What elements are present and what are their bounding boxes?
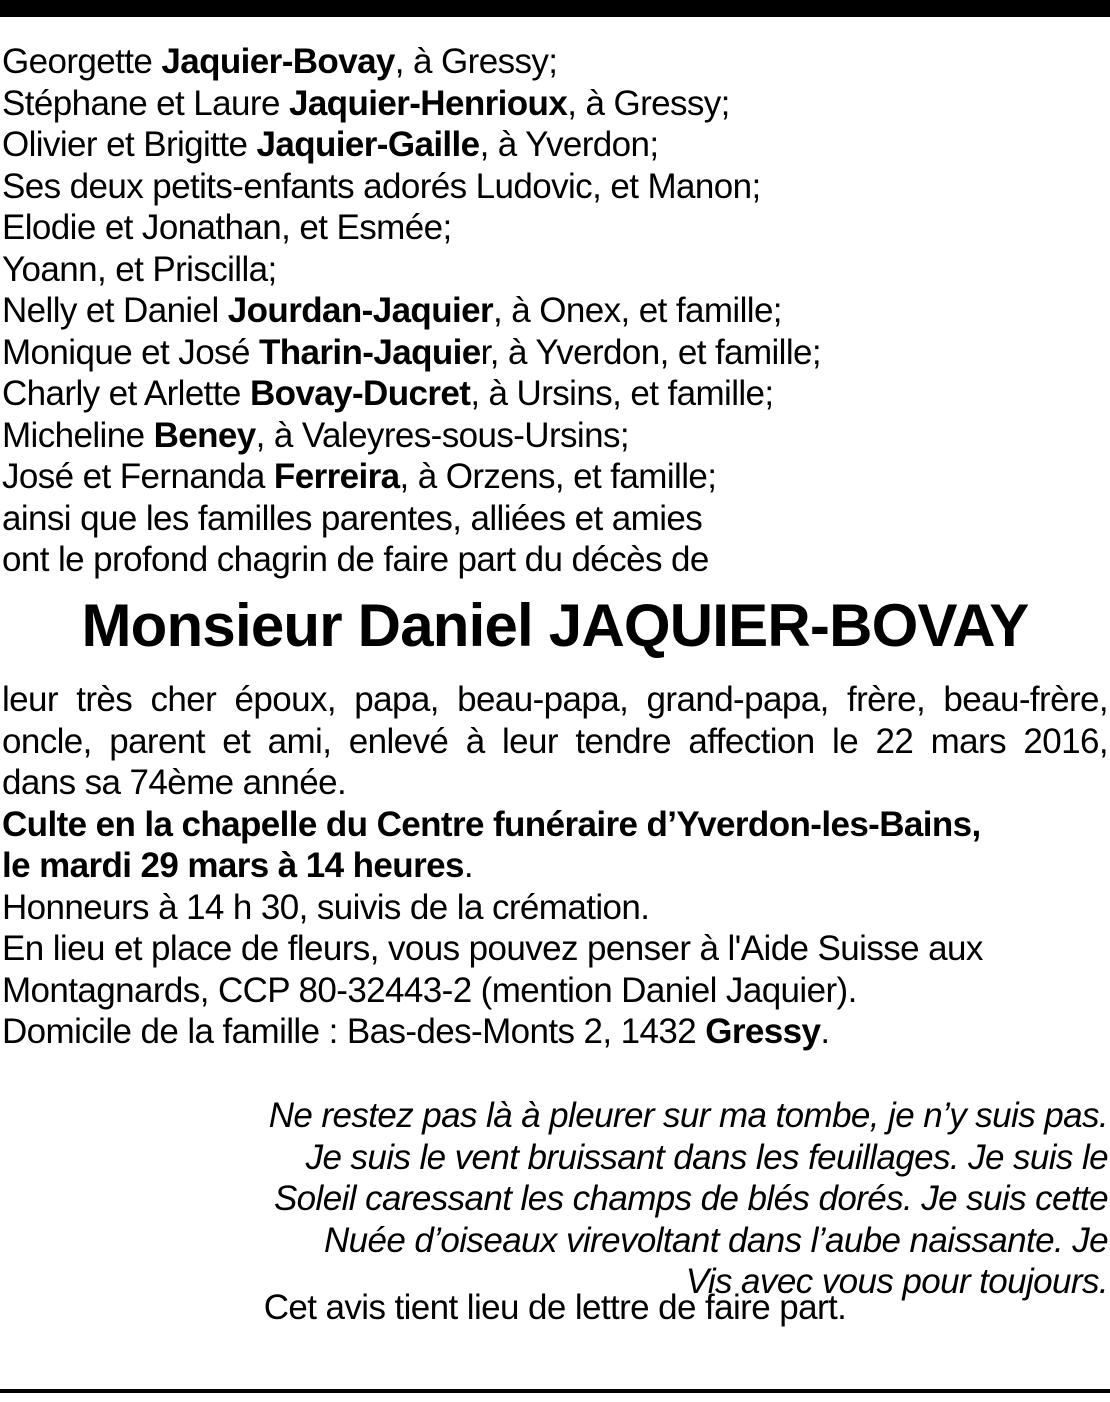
family-name-prefix: Nelly et Daniel xyxy=(2,291,228,330)
ceremony-date-line xyxy=(2,845,1108,887)
age-line: dans sa 74ème année. xyxy=(2,763,347,802)
family-line xyxy=(2,83,1108,125)
poem-line: Je suis le vent bruissant dans les feuillages. Je suis le xyxy=(305,1137,1108,1177)
family-surname: Beney xyxy=(153,415,256,455)
family-line xyxy=(2,249,1108,291)
family-line xyxy=(2,41,1108,83)
closing-note: Cet avis tient lieu de lettre de faire part. xyxy=(263,1288,847,1327)
ceremony-date-period: . xyxy=(463,846,473,885)
family-location: r, à Yverdon, et famille; xyxy=(480,332,822,372)
poem-line: Soleil caressant les champs de blés dorés. Je suis cette xyxy=(273,1179,1108,1218)
family-line xyxy=(2,456,1108,498)
deceased-name: Monsieur Daniel JAQUIER-BOVAY xyxy=(81,592,1029,659)
family-name-prefix: Olivier et Brigitte xyxy=(2,125,257,164)
family-location: , à Orzens, et famille; xyxy=(399,457,717,496)
family-location: , à Yverdon; xyxy=(479,125,659,164)
family-location: , à Valeyres-sous-Ursins; xyxy=(255,415,629,455)
family-name-prefix: Yoann, et Priscilla; xyxy=(2,249,277,289)
family-surname: Jaquier-Bovay xyxy=(161,42,395,81)
poem xyxy=(258,1095,1108,1303)
family-name-prefix: Georgette xyxy=(2,42,162,81)
family-surname: Ferreira xyxy=(273,457,400,496)
family-name-prefix: Charly et Arlette xyxy=(2,374,250,413)
family-name-prefix: Stéphane et Laure xyxy=(2,83,289,123)
family-name-prefix: ont le profond chagrin de faire part du décès de xyxy=(2,540,709,579)
donation-line: En lieu et place de fleurs, vous pouvez penser à l'Aide Suisse aux xyxy=(2,929,983,968)
domicile-address: Domicile de la famille : Bas-des-Monts 2, 1432 xyxy=(2,1012,706,1051)
family-line xyxy=(2,498,1108,540)
family-name-prefix: José et Fernanda xyxy=(2,457,274,496)
family-line xyxy=(2,207,1108,249)
family-location: , à Gressy; xyxy=(394,42,558,81)
family-surname: Tharin-Jaquie xyxy=(258,332,481,372)
top-rule xyxy=(0,0,1110,17)
honours-line: Honneurs à 14 h 30, suivis de la crémation. xyxy=(2,887,650,927)
family-line xyxy=(2,332,1108,374)
poem-line: Nuée d’oiseaux virevoltant dans l’aube naissante. Je xyxy=(323,1220,1108,1260)
relationship-line: oncle, parent et ami, enlevé à leur tendre affection le 22 mars 2016, xyxy=(2,721,1108,761)
family-surname: Jourdan-Jaquier xyxy=(227,291,494,330)
family-name-prefix: Elodie et Jonathan, et Esmée; xyxy=(2,208,452,247)
donation-line: Montagnards, CCP 80-32443-2 (mention Daniel Jaquier). xyxy=(2,970,857,1010)
ceremony-date: le mardi 29 mars à 14 heures xyxy=(2,846,464,885)
family-name-prefix: Monique et José xyxy=(2,332,259,372)
family-surname: Bovay-Ducret xyxy=(249,374,471,413)
family-name-prefix: Micheline xyxy=(2,415,154,455)
family-list xyxy=(2,41,1108,581)
family-name-prefix: Ses deux petits-enfants adorés Ludovic, et Manon; xyxy=(2,166,761,206)
domicile-town: Gressy xyxy=(705,1012,821,1051)
domicile-period: . xyxy=(820,1012,830,1051)
family-line xyxy=(2,539,1108,581)
family-line xyxy=(2,166,1108,208)
bottom-rule xyxy=(0,1389,1110,1393)
family-location: , à Gressy; xyxy=(567,83,730,123)
relationship-line: leur très cher époux, papa, beau-papa, grand-papa, frère, beau-frère, xyxy=(2,680,1108,719)
family-location: , à Ursins, et famille; xyxy=(470,374,774,413)
family-name-prefix: ainsi que les familles parentes, alliées et amies xyxy=(2,498,703,538)
family-surname: Jaquier-Gaille xyxy=(256,125,480,164)
notice-body xyxy=(2,679,1108,1053)
family-line xyxy=(2,124,1108,166)
family-line xyxy=(2,415,1108,457)
ceremony-line: Culte en la chapelle du Centre funéraire d’Yverdon-les-Bains, xyxy=(2,804,981,844)
poem-line: Vis avec vous pour toujours. xyxy=(685,1262,1108,1301)
domicile-line xyxy=(2,1011,1108,1053)
family-surname: Jaquier-Henrioux xyxy=(288,83,568,123)
family-line xyxy=(2,290,1108,332)
family-line xyxy=(2,373,1108,415)
poem-line: Ne restez pas là à pleurer sur ma tombe, je n’y suis pas. xyxy=(268,1096,1108,1135)
family-location: , à Onex, et famille; xyxy=(493,291,782,330)
